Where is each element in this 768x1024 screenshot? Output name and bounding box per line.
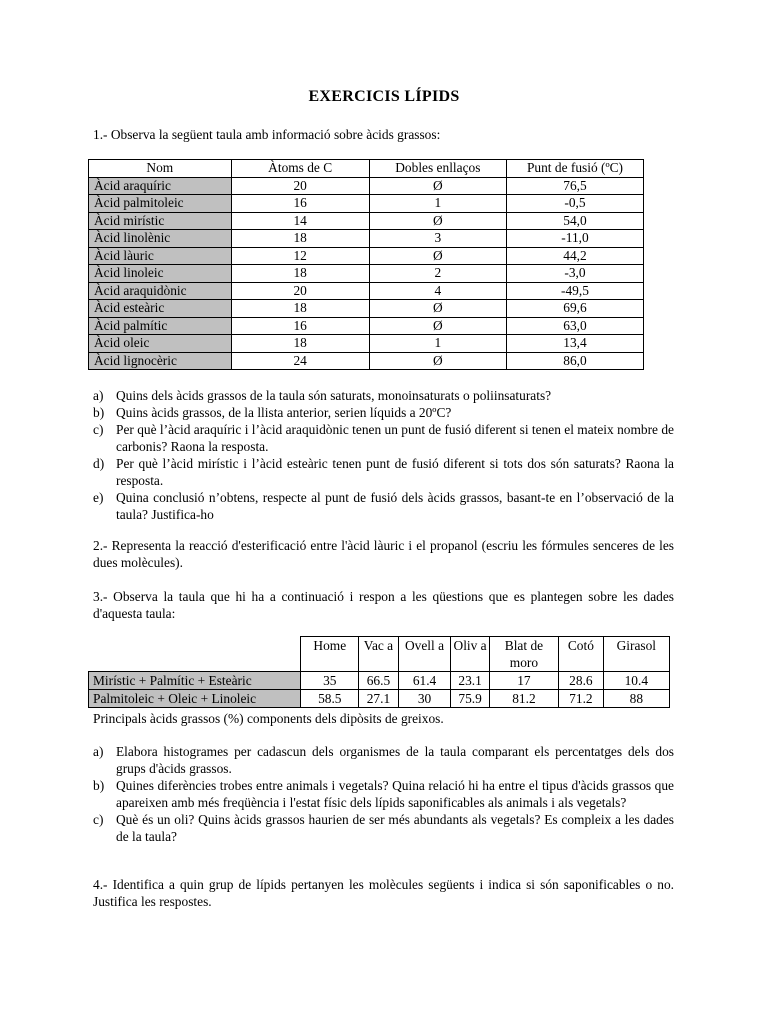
cell-punt: 86,0 — [506, 352, 643, 370]
table-cell: 10.4 — [603, 672, 669, 690]
header-coto: Cotó — [559, 637, 604, 672]
cell-punt: -49,5 — [506, 282, 643, 300]
cell-punt: 69,6 — [506, 300, 643, 318]
page-title: EXERCICIS LÍPIDS — [308, 88, 460, 105]
table-cell: 75.9 — [451, 690, 489, 708]
row-label: Mirístic + Palmític + Esteàric — [89, 672, 301, 690]
cell-dobles: 4 — [369, 282, 506, 300]
table-row — [89, 265, 644, 283]
cell-punt: -11,0 — [506, 230, 643, 248]
cell-atoms: 16 — [231, 317, 369, 335]
cell-dobles: Ø — [369, 177, 506, 195]
cell-nom: Àcid palmitoleic — [89, 195, 232, 213]
table-row — [89, 247, 644, 265]
header-atoms: Àtoms de C — [231, 160, 369, 178]
table-cell: 81.2 — [489, 690, 558, 708]
table-row — [89, 317, 644, 335]
item-text: Quina conclusió n’obtens, respecte al punt de fusió dels àcids grassos, basant-te en l’observació de la taula? Justifica-ho — [116, 490, 674, 522]
item-text: Quins dels àcids grassos de la taula són saturats, monoinsaturats o poliinsaturats? — [116, 388, 552, 403]
cell-atoms: 18 — [231, 265, 369, 283]
table-row — [89, 282, 644, 300]
header-dobles: Dobles enllaços — [369, 160, 506, 178]
item-text: Per què l’àcid araquíric i l’àcid araquidònic tenen un punt de fusió diferent si tenen el mateix nombre de carbonis? Raona la resposta. — [116, 422, 674, 454]
item-label: a) — [93, 388, 104, 403]
cell-punt: 13,4 — [506, 335, 643, 353]
list-item — [93, 404, 674, 421]
question-3-list — [93, 743, 674, 845]
question-1-intro: 1.- Observa la següent taula amb informació sobre àcids grassos: — [93, 127, 441, 142]
item-text: Què és un oli? Quins àcids grassos haurien de ser més abundants als vegetals? Es compleix a les dades de la taula? — [116, 812, 674, 844]
cell-nom: Àcid lignocèric — [89, 352, 232, 370]
table-header-row — [89, 637, 670, 672]
table-row — [89, 230, 644, 248]
table-cell: 28.6 — [559, 672, 604, 690]
table-cell: 71.2 — [559, 690, 604, 708]
cell-dobles: Ø — [369, 317, 506, 335]
list-item — [93, 743, 674, 777]
table-cell: 88 — [603, 690, 669, 708]
table-header-row — [89, 160, 644, 178]
item-label: a) — [93, 744, 104, 759]
cell-dobles: 2 — [369, 265, 506, 283]
header-vaca: Vac a — [359, 637, 398, 672]
table-row — [89, 672, 670, 690]
cell-nom: Àcid araquidònic — [89, 282, 232, 300]
cell-nom: Àcid araquíric — [89, 177, 232, 195]
header-nom: Nom — [89, 160, 232, 178]
table-cell: 35 — [301, 672, 359, 690]
cell-nom: Àcid oleic — [89, 335, 232, 353]
item-text: Quines diferències trobes entre animals i vegetals? Quina relació hi ha entre el tipus d'àcids grassos que apareixen amb més freqüència i l'estat físic dels lípids saponificables als animals i als vegetals? — [116, 778, 674, 810]
cell-atoms: 14 — [231, 212, 369, 230]
cell-nom: Àcid palmític — [89, 317, 232, 335]
table-row — [89, 177, 644, 195]
table-cell: 61.4 — [398, 672, 451, 690]
cell-punt: 76,5 — [506, 177, 643, 195]
table-row — [89, 690, 670, 708]
table-cell: 66.5 — [359, 672, 398, 690]
table-caption: Principals àcids grassos (%) components dels dipòsits de greixos. — [93, 711, 444, 726]
header-girasol: Girasol — [603, 637, 669, 672]
list-item — [93, 777, 674, 811]
cell-punt: 63,0 — [506, 317, 643, 335]
table-row — [89, 195, 644, 213]
cell-dobles: Ø — [369, 212, 506, 230]
table-row — [89, 335, 644, 353]
cell-nom: Àcid esteàric — [89, 300, 232, 318]
item-label: b) — [93, 778, 105, 793]
cell-nom: Àcid linoleic — [89, 265, 232, 283]
fatty-acids-table — [88, 159, 644, 370]
cell-atoms: 20 — [231, 177, 369, 195]
question-4: 4.- Identifica a quin grup de lípids pertanyen les molècules següents i indica si són saponificables o no. Justifica les respostes. — [93, 877, 674, 909]
list-item — [93, 811, 674, 845]
cell-dobles: Ø — [369, 300, 506, 318]
header-punt: Punt de fusió (ºC) — [506, 160, 643, 178]
cell-punt: -0,5 — [506, 195, 643, 213]
table-cell: 23.1 — [451, 672, 489, 690]
question-2: 2.- Representa la reacció d'esterificació entre l'àcid làuric i el propanol (escriu les fórmules senceres de les dues molècules). — [93, 538, 674, 570]
cell-nom: Àcid mirístic — [89, 212, 232, 230]
cell-dobles: 1 — [369, 335, 506, 353]
cell-atoms: 24 — [231, 352, 369, 370]
item-label: b) — [93, 405, 105, 420]
list-item — [93, 455, 674, 489]
cell-atoms: 18 — [231, 335, 369, 353]
header-ovella: Ovell a — [398, 637, 451, 672]
list-item — [93, 421, 674, 455]
list-item — [93, 489, 674, 523]
table-cell: 30 — [398, 690, 451, 708]
table-row — [89, 212, 644, 230]
row-label: Palmitoleic + Oleic + Linoleic — [89, 690, 301, 708]
cell-nom: Àcid làuric — [89, 247, 232, 265]
item-text: Quins àcids grassos, de la llista anterior, serien líquids a 20ºC? — [116, 405, 452, 420]
cell-punt: -3,0 — [506, 265, 643, 283]
cell-punt: 44,2 — [506, 247, 643, 265]
item-label: e) — [93, 490, 104, 505]
table-cell: 58.5 — [301, 690, 359, 708]
question-3-intro: 3.- Observa la taula que hi ha a continuació i respon a les qüestions que es plantegen sobre les dades d'aquesta taula: — [93, 589, 674, 621]
list-item — [93, 387, 674, 404]
item-label: d) — [93, 456, 105, 471]
cell-dobles: Ø — [369, 247, 506, 265]
header-home: Home — [301, 637, 359, 672]
cell-dobles: 1 — [369, 195, 506, 213]
table-cell: 17 — [489, 672, 558, 690]
cell-atoms: 16 — [231, 195, 369, 213]
cell-dobles: Ø — [369, 352, 506, 370]
cell-atoms: 12 — [231, 247, 369, 265]
item-label: c) — [93, 422, 104, 437]
item-label: c) — [93, 812, 104, 827]
header-oliva: Oliv a — [451, 637, 489, 672]
cell-dobles: 3 — [369, 230, 506, 248]
question-1-list — [93, 387, 674, 523]
cell-nom: Àcid linolènic — [89, 230, 232, 248]
table-corner-cell — [89, 637, 301, 672]
table-cell: 27.1 — [359, 690, 398, 708]
table-row — [89, 352, 644, 370]
cell-punt: 54,0 — [506, 212, 643, 230]
item-text: Per què l’àcid mirístic i l’àcid esteàric tenen punt de fusió diferent si tots dos són saturats? Raona la resposta. — [116, 456, 674, 488]
fat-deposits-table — [88, 636, 670, 708]
cell-atoms: 18 — [231, 230, 369, 248]
header-blat-de-moro: Blat de moro — [489, 637, 558, 672]
table-row — [89, 300, 644, 318]
cell-atoms: 18 — [231, 300, 369, 318]
item-text: Elabora histogrames per cadascun dels organismes de la taula comparant els percentatges dels dos grups d'àcids grassos. — [116, 744, 674, 776]
cell-atoms: 20 — [231, 282, 369, 300]
